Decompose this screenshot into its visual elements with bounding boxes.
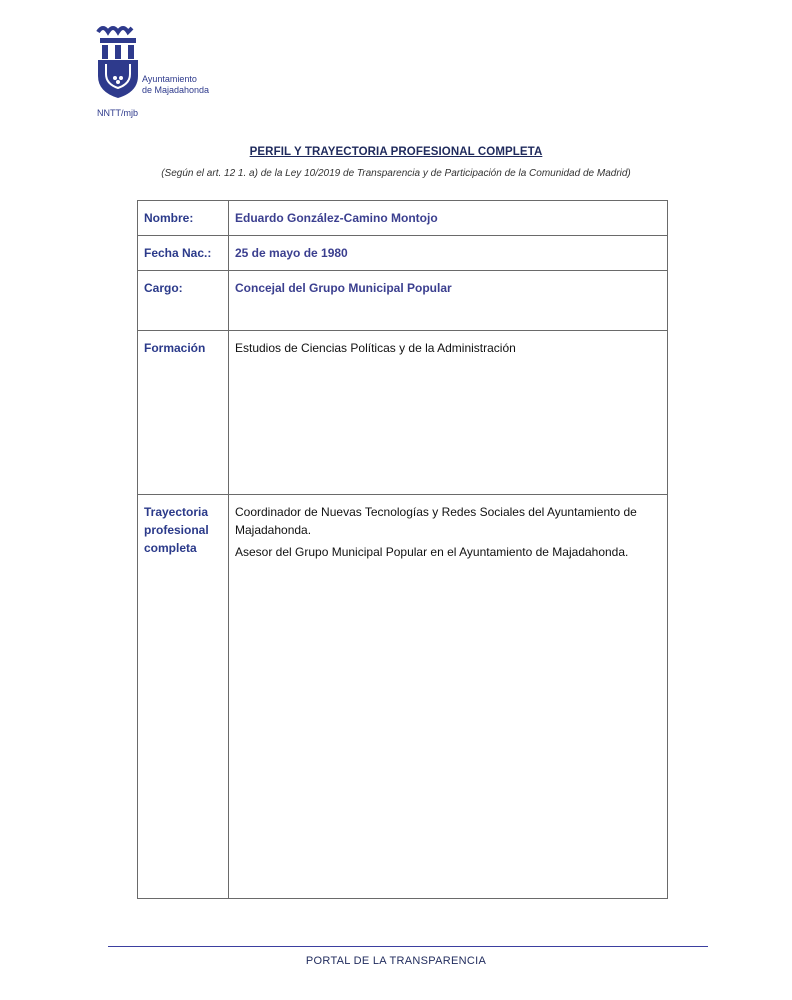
table-row-birth (138, 236, 668, 271)
table-row-career (138, 495, 668, 899)
municipal-logo (94, 22, 224, 102)
logo-text-line1: Ayuntamiento (142, 74, 197, 84)
position-label: Cargo: (138, 271, 229, 331)
table-row-name (138, 201, 668, 236)
document-title: PERFIL Y TRAYECTORIA PROFESIONAL COMPLETA (249, 146, 543, 158)
position-value: Concejal del Grupo Municipal Popular (229, 271, 668, 331)
profile-table (137, 200, 668, 899)
career-label: Trayectoria profesional completa (138, 495, 229, 899)
document-subtitle: (Según el art. 12 1. a) de la Ley 10/2019 de Transparencia y de Participación de la Comunidad de Madrid) (161, 168, 631, 179)
education-label: Formación (138, 331, 229, 495)
education-value: Estudios de Ciencias Políticas y de la Administración (229, 331, 668, 495)
table-row-position (138, 271, 668, 331)
name-value: Eduardo González-Camino Montojo (229, 201, 668, 236)
name-label: Nombre: (138, 201, 229, 236)
table-row-education (138, 331, 668, 495)
footer-divider (108, 946, 708, 947)
career-value (229, 495, 668, 899)
logo-text-line2: de Majadahonda (142, 85, 210, 95)
footer-text: PORTAL DE LA TRANSPARENCIA (305, 955, 487, 967)
career-item: Coordinador de Nuevas Tecnologías y Redes Sociales del Ayuntamiento de Majadahonda. (235, 505, 637, 537)
document-reference: NNTT/mjb (97, 108, 138, 118)
majadahonda-emblem-icon (94, 22, 142, 100)
birth-value: 25 de mayo de 1980 (229, 236, 668, 271)
career-item: Asesor del Grupo Municipal Popular en el Ayuntamiento de Majadahonda. (235, 545, 629, 559)
birth-label: Fecha Nac.: (138, 236, 229, 271)
